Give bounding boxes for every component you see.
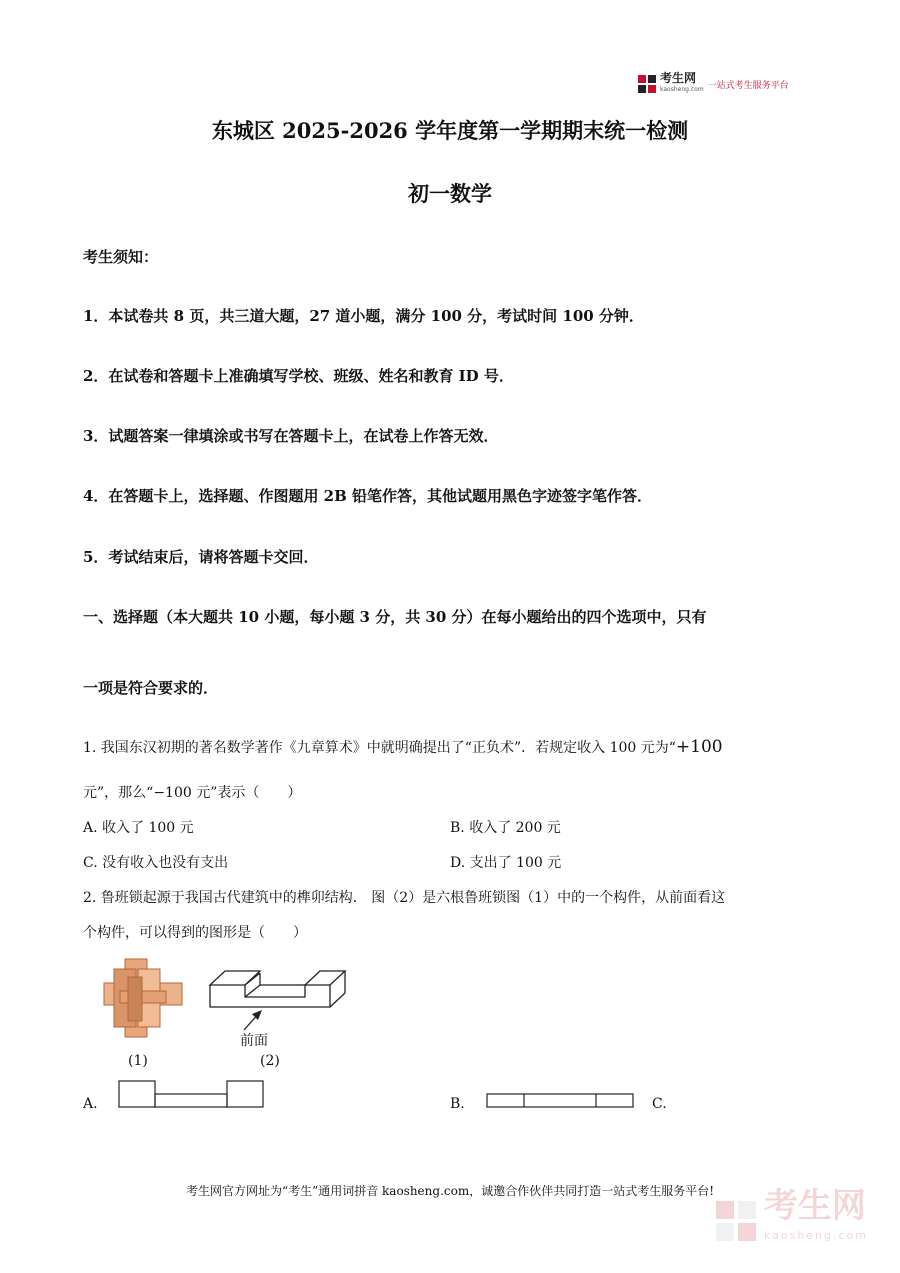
page-subtitle: 初一数学 <box>408 181 492 206</box>
header-logo <box>638 73 808 95</box>
question-1-value: +100 <box>675 737 723 757</box>
figure-1-label: (1) <box>128 1053 148 1069</box>
question-1-line2: 元”，那么“−100 元”表示（ ） <box>83 785 302 801</box>
component-figure <box>205 965 350 1015</box>
watermark <box>714 1186 868 1251</box>
question-1-line1: 1. 我国东汉初期的著名数学著作《九章算术》中就明确提出了“正负术”．若规定收入 100 元为“ <box>83 740 676 756</box>
question-1-text <box>83 737 723 757</box>
q2-option-a[interactable]: A. <box>83 1096 98 1112</box>
notice-item: 5．考试结束后，请将答题卡交回． <box>83 548 319 566</box>
logo-slogan: 一站式考生服务平台 <box>707 80 789 91</box>
notice-item: 1．本试卷共 8 页，共三道大题，27 道小题，满分 100 分，考试时间 100 分钟． <box>83 307 644 325</box>
front-label: 前面 <box>240 1033 268 1049</box>
watermark-logo-icon <box>714 1199 758 1243</box>
section-heading-cont: 一项是符合要求的． <box>83 679 219 697</box>
watermark-name: 考生网 <box>763 1186 866 1226</box>
logo-mark-icon <box>638 75 656 93</box>
luban-lock-figure <box>100 955 185 1040</box>
logo-name: 考生网 <box>660 71 697 85</box>
page-footer: 考生网官方网址为“考生”通用词拼音 kaosheng.com，诚邀合作伙伴共同打造一站式考生服务平台! <box>185 1184 715 1198</box>
q1-option-a[interactable]: A. 收入了 100 元 <box>83 820 194 836</box>
q2-option-c[interactable]: C. <box>652 1096 667 1112</box>
page-title: 东城区 2025-2026 学年度第一学期期末统一检测 <box>211 118 689 143</box>
notice-item: 4．在答题卡上，选择题、作图题用 2B 铅笔作答，其他试题用黑色字迹签字笔作答． <box>83 487 653 505</box>
section-heading: 一、选择题（本大题共 10 小题，每小题 3 分，共 30 分）在每小题给出的四个选项中，只有 <box>83 608 707 626</box>
q2-option-b-figure <box>486 1092 636 1110</box>
logo-domain: kaosheng.com <box>660 86 704 93</box>
figure-2-label: (2) <box>260 1053 280 1069</box>
watermark-text <box>763 1186 868 1251</box>
q2-option-a-figure <box>118 1080 266 1110</box>
notice-item: 2．在试卷和答题卡上准确填写学校、班级、姓名和教育 ID 号． <box>83 367 514 385</box>
q1-option-b[interactable]: B. 收入了 200 元 <box>450 820 561 836</box>
q1-option-c[interactable]: C. 没有收入也没有支出 <box>83 855 229 871</box>
q1-option-d[interactable]: D. 支出了 100 元 <box>450 855 562 871</box>
question-2-line2: 个构件，可以得到的图形是（ ） <box>83 925 307 941</box>
front-arrow-icon <box>238 1008 268 1032</box>
watermark-domain: kaosheng.com <box>763 1229 868 1242</box>
question-2-line1: 2. 鲁班锁起源于我国古代建筑中的榫卯结构． 图（2）是六根鲁班锁图（1）中的一个构件，从前面看这 <box>83 890 726 906</box>
q2-option-b[interactable]: B. <box>450 1096 465 1112</box>
logo-text <box>660 73 704 95</box>
notice-item: 3．试题答案一律填涂或书写在答题卡上，在试卷上作答无效． <box>83 427 499 445</box>
notice-heading: 考生须知： <box>83 248 159 266</box>
